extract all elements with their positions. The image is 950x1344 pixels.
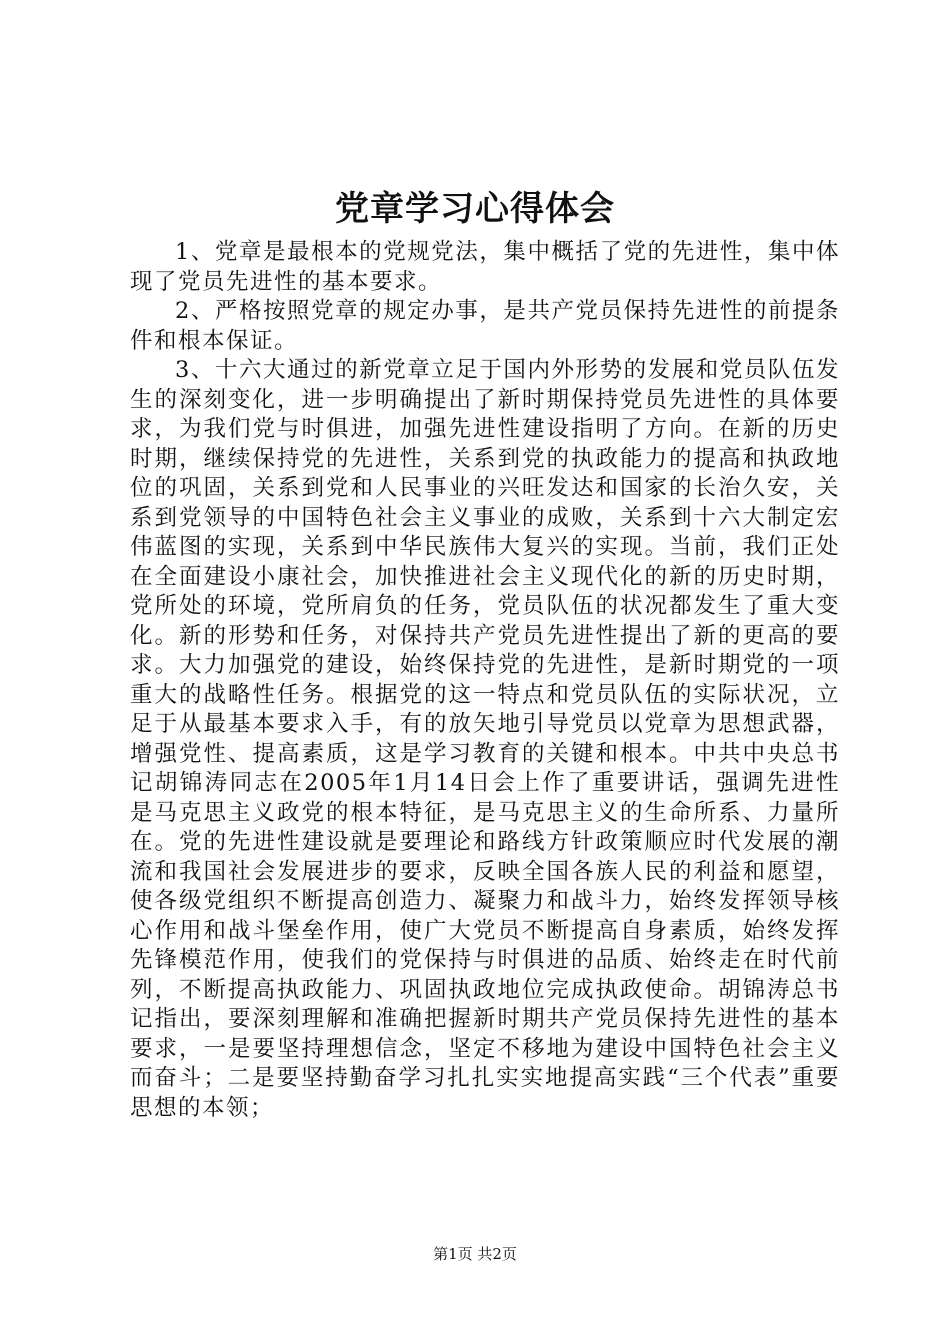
document-title: 党章学习心得体会 [335, 189, 615, 229]
page-number-footer: 第1页 共2页 [433, 1245, 517, 1263]
paragraph-2: 2、严格按照党章的规定办事，是共产党员保持先进性的前提条件和根本保证。 [130, 298, 840, 354]
paragraph-1: 1、党章是最根本的党规党法，集中概括了党的先进性，集中体现了党员先进性的基本要求。 [130, 239, 840, 295]
document-body [130, 238, 840, 1123]
paragraph-3: 3、十六大通过的新党章立足于国内外形势的发展和党员队伍发生的深刻变化，进一步明确提出了新时期保持党员先进性的具体要求，为我们党与时俱进，加强先进性建设指明了方向。在新的历史时期，继续保持党的先进性，关系到党的执政能力的提高和执政地位的巩固，关系到党和人民事业的兴旺发达和国家的长治久安，关系到党领导的中国特色社会主义事业的成败，关系到十六大制定宏伟蓝图的实现，关系到中华民族伟大复兴的实现。当前，我们正处在全面建设小康社会，加快推进社会主义现代化的新的历史时期，党所处的环境，党所肩负的任务，党员队伍的状况都发生了重大变化。新的形势和任务，对保持共产党员先进性提出了新的更高的要求。大力加强党的建设，始终保持党的先进性，是新时期党的一项重大的战略性任务。根据党的这一特点和党员队伍的实际状况，立足于从最基本要求入手，有的放矢地引导党员以党章为思想武器，增强党性、提高素质，这是学习教育的关键和根本。中共中央总书记胡锦涛同志在2005年1月14日会上作了重要讲话，强调先进性是马克思主义政党的根本特征，是马克思主义的生命所系、力量所在。党的先进性建设就是要理论和路线方针政策顺应时代发展的潮流和我国社会发展进步的要求，反映全国各族人民的利益和愿望，使各级党组织不断提高创造力、凝聚力和战斗力，始终发挥领导核心作用和战斗堡垒作用，使广大党员不断提高自身素质，始终发挥先锋模范作用，使我们的党保持与时俱进的品质、始终走在时代前列，不断提高执政能力、巩固执政地位完成执政使命。胡锦涛总书记指出，要深刻理解和准确把握新时期共产党员保持先进性的基本要求，一是要坚持理想信念，坚定不移地为建设中国特色社会主义而奋斗；二是要坚持勤奋学习扎扎实实地提高实践“三个代表”重要思想的本领； [130, 357, 840, 1121]
